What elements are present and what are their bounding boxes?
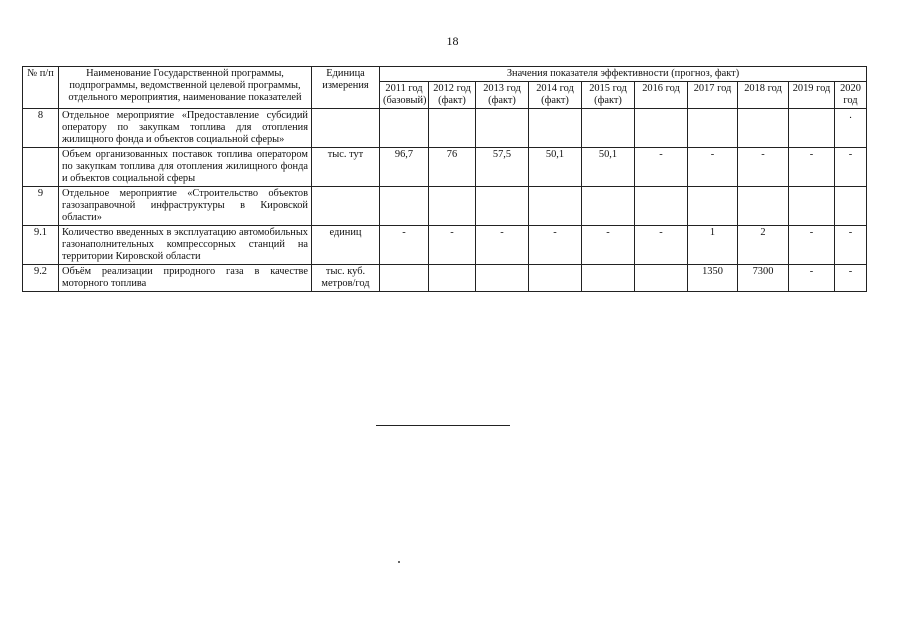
- value-cell: 2: [738, 226, 789, 265]
- row-number: 9: [23, 187, 59, 226]
- table-row: [23, 265, 867, 292]
- header-unit: Единица измерения: [312, 67, 380, 109]
- value-cell: [738, 109, 789, 148]
- value-cell: [789, 187, 835, 226]
- row-name: Объём реализации природного газа в качестве моторного топлива: [59, 265, 312, 292]
- header-year: 2011 год (базовый): [380, 82, 429, 109]
- header-year: 2014 год (факт): [529, 82, 582, 109]
- table-row: [23, 109, 867, 148]
- value-cell: -: [380, 226, 429, 265]
- value-cell: [635, 187, 688, 226]
- row-name: Отдельное мероприятие «Предоставление субсидий оператору по закупкам топлива для отопления жилищного фонда и объектов социальной сферы»: [59, 109, 312, 148]
- value-cell: -: [476, 226, 529, 265]
- value-cell: 50,1: [529, 148, 582, 187]
- value-cell: -: [835, 148, 867, 187]
- row-unit: [312, 187, 380, 226]
- footer-rule: [376, 425, 510, 426]
- indicators-table: [22, 66, 867, 292]
- value-cell: -: [835, 265, 867, 292]
- table-row: [23, 226, 867, 265]
- value-cell: [476, 265, 529, 292]
- row-unit: [312, 109, 380, 148]
- value-cell: 57,5: [476, 148, 529, 187]
- value-cell: -: [789, 265, 835, 292]
- value-cell: -: [635, 148, 688, 187]
- header-year: 2016 год: [635, 82, 688, 109]
- value-cell: -: [738, 148, 789, 187]
- value-cell: [582, 187, 635, 226]
- row-unit: единиц: [312, 226, 380, 265]
- value-cell: -: [835, 226, 867, 265]
- row-name: Количество введенных в эксплуатацию автомобильных газонаполнительных компрессорных станций на территории Кировской области: [59, 226, 312, 265]
- value-cell: [529, 187, 582, 226]
- table-row: [23, 148, 867, 187]
- row-number: 8: [23, 109, 59, 148]
- value-cell: [582, 109, 635, 148]
- value-cell: [738, 187, 789, 226]
- value-cell: [380, 265, 429, 292]
- value-cell: [476, 109, 529, 148]
- value-cell: -: [429, 226, 476, 265]
- value-cell: -: [635, 226, 688, 265]
- value-cell: -: [582, 226, 635, 265]
- value-cell: 96,7: [380, 148, 429, 187]
- page-number: 18: [446, 34, 459, 48]
- row-number: 9.2: [23, 265, 59, 292]
- value-cell: [429, 265, 476, 292]
- header-year: 2017 год: [688, 82, 738, 109]
- row-name: Объем организованных поставок топлива оператором по закупкам топлива для отопления жилищного фонда и объектов социальной сферы: [59, 148, 312, 187]
- header-year: 2012 год (факт): [429, 82, 476, 109]
- row-unit: тыс. куб. метров/год: [312, 265, 380, 292]
- header-no: № п/п: [23, 67, 59, 109]
- header-values-title: Значения показателя эффективности (прогноз, факт): [380, 67, 867, 82]
- value-cell: [529, 109, 582, 148]
- value-cell: [635, 109, 688, 148]
- value-cell: -: [529, 226, 582, 265]
- row-name: Отдельное мероприятие «Строительство объектов газозаправочной инфраструктуры в Кировской области»: [59, 187, 312, 226]
- value-cell: [429, 187, 476, 226]
- value-cell: [429, 109, 476, 148]
- value-cell: [380, 109, 429, 148]
- value-cell: [835, 187, 867, 226]
- row-number: 9.1: [23, 226, 59, 265]
- value-cell: [582, 265, 635, 292]
- row-unit: тыс. тут: [312, 148, 380, 187]
- value-cell: [380, 187, 429, 226]
- header-year: 2020 год: [835, 82, 867, 109]
- value-cell: [635, 265, 688, 292]
- value-cell: 1: [688, 226, 738, 265]
- row-number: [23, 148, 59, 187]
- header-year: 2019 год: [789, 82, 835, 109]
- header-year: 2018 год: [738, 82, 789, 109]
- header-row-1: [23, 67, 867, 82]
- value-cell: [789, 109, 835, 148]
- value-cell: 1350: [688, 265, 738, 292]
- value-cell: -: [789, 226, 835, 265]
- value-cell: [688, 187, 738, 226]
- value-cell: [529, 265, 582, 292]
- value-cell: [688, 109, 738, 148]
- header-year: 2013 год (факт): [476, 82, 529, 109]
- value-cell: 76: [429, 148, 476, 187]
- value-cell: -: [789, 148, 835, 187]
- value-cell: [476, 187, 529, 226]
- header-name: Наименование Государственной программы, подпрограммы, ведомственной целевой программы, отдельного мероприятия, наименование показателей: [59, 67, 312, 109]
- value-cell: .: [835, 109, 867, 148]
- value-cell: -: [688, 148, 738, 187]
- value-cell: 50,1: [582, 148, 635, 187]
- value-cell: 7300: [738, 265, 789, 292]
- table-row: [23, 187, 867, 226]
- header-year: 2015 год (факт): [582, 82, 635, 109]
- scan-speck: [398, 561, 400, 563]
- table-body: [23, 109, 867, 292]
